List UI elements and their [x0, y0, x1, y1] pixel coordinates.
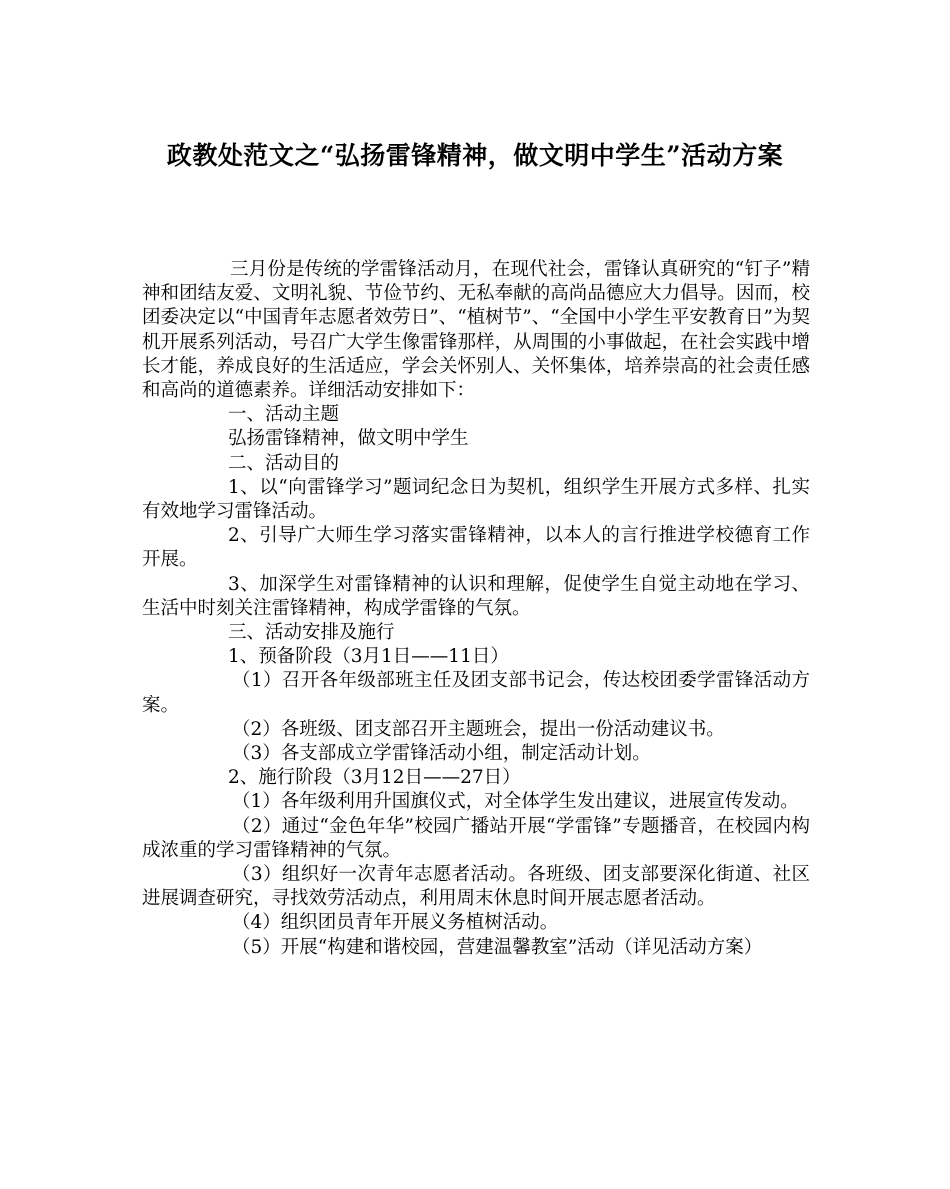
section-heading-purpose: 二、活动目的 [228, 452, 340, 474]
implementation-item-1: （1）各年级利用升国旗仪式，对全体学生发出建议，进展宣传发动。 [232, 791, 799, 813]
section-heading-theme: 一、活动主题 [228, 404, 340, 426]
preparation-item-3: （3）各支部成立学雷锋活动小组，制定活动计划。 [232, 743, 651, 765]
preparation-item-2: （2）各班级、团支部召开主题班会，提出一份活动建议书。 [232, 718, 725, 740]
stage-heading-implementation: 2、施行阶段（3月12日——27日） [228, 767, 521, 789]
purpose-item-3: 3、加深学生对雷锋精神的认识和理解，促使学生自觉主动地在学习、生活中时刻关注雷锋精神，构成学雷锋的气氛。 [142, 573, 810, 619]
intro-paragraph: 三月份是传统的学雷锋活动月，在现代社会，雷锋认真研究的“钉子”精神和团结友爱、文明礼貌、节俭节约、无私奉献的高尚品德应大力倡导。因而，校团委决定以“中国青年志愿者效劳日”、“植树节”、“全国中小学生平安教育日”为契机开展系列活动，号召广大学生像雷锋那样，从周围的小事做起，在社会实践中增长才能，养成良好的生活适应，学会关怀别人、关怀集体，培养崇高的社会责任感和高尚的道德素养。详细活动安排如下： [142, 259, 810, 402]
section-heading-arrangement: 三、活动安排及施行 [228, 622, 395, 644]
implementation-item-4: （4）组织团员青年开展义务植树活动。 [232, 912, 559, 934]
implementation-item-5: （5）开展“构建和谐校园，营建温馨教室”活动（详见活动方案） [232, 936, 763, 958]
purpose-item-1: 1、以“向雷锋学习”题词纪念日为契机，组织学生开展方式多样、扎实有效地学习雷锋活动。 [142, 476, 810, 523]
preparation-item-1: （1）召开各年级部班主任及团支部书记会，传达校团委学雷锋活动方案。 [142, 670, 810, 716]
stage-heading-preparation: 1、预备阶段（3月1日——11日） [228, 646, 509, 668]
implementation-item-3: （3）组织好一次青年志愿者活动。各班级、团支部要深化街道、社区进展调查研究，寻找效劳活动点，利用周末休息时间开展志愿者活动。 [142, 864, 810, 910]
purpose-item-2: 2、引导广大师生学习落实雷锋精神，以本人的言行推进学校德育工作开展。 [142, 525, 810, 571]
implementation-item-2: （2）通过“金色年华”校园广播站开展“学雷锋”专题播音，在校园内构成浓重的学习雷锋精神的气氛。 [142, 815, 810, 861]
document-body [142, 258, 810, 960]
theme-text: 弘扬雷锋精神，做文明中学生 [228, 428, 469, 450]
document-title: 政教处范文之“弘扬雷锋精神，做文明中学生”活动方案 [166, 141, 784, 170]
